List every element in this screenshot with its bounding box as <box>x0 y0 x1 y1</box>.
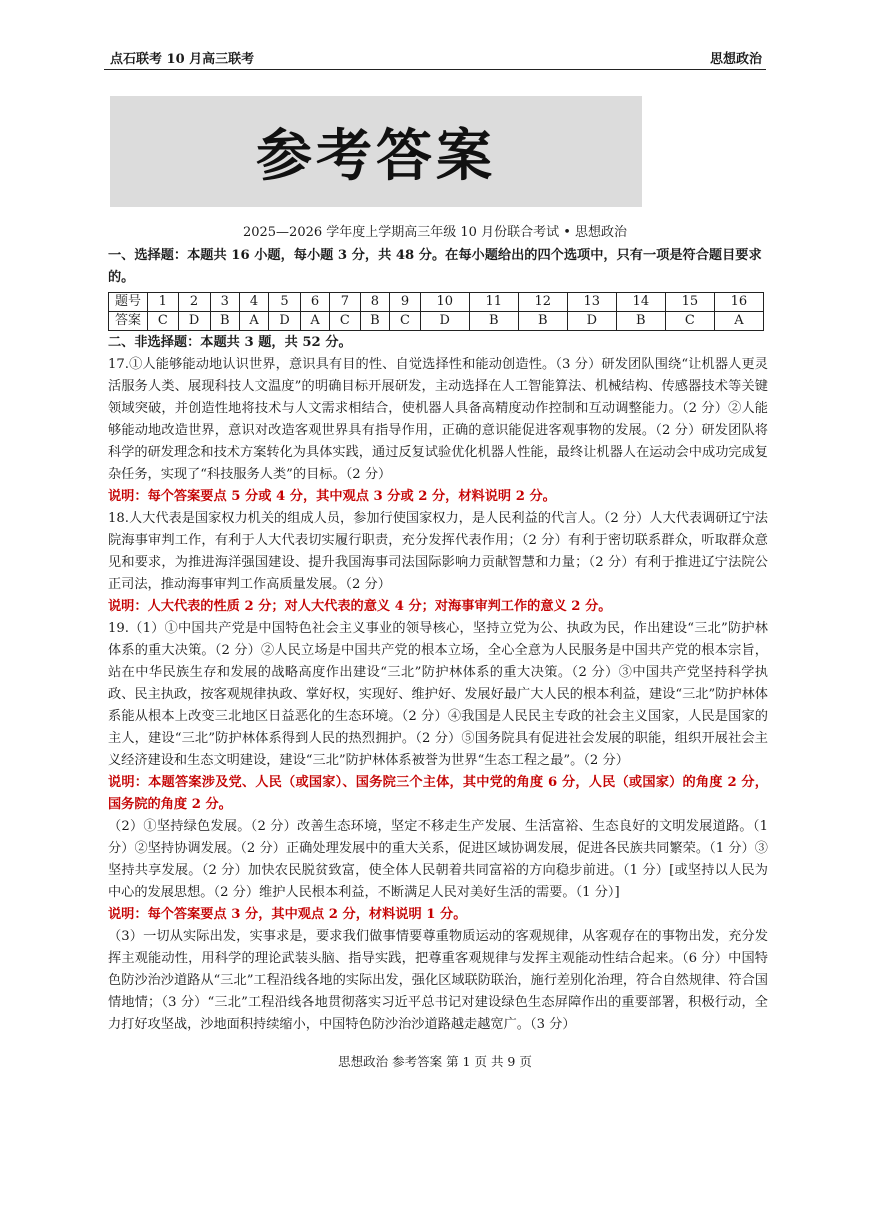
answer-cell: C <box>148 312 179 331</box>
question-number-cell: 2 <box>178 293 210 312</box>
answer-cell: C <box>665 312 714 331</box>
answer-label: 答案 <box>109 312 148 331</box>
question-number-cell: 9 <box>390 293 421 312</box>
header-rule <box>104 69 766 70</box>
exam-subtitle: 2025—2026 学年度上学期高三年级 10 月份联合考试 • 思想政治 <box>242 225 628 240</box>
note-label: 说明： <box>108 775 149 790</box>
question-number-cell: 5 <box>269 293 301 312</box>
answer-cell: C <box>390 312 421 331</box>
answer-cell: B <box>210 312 240 331</box>
answer-cell: C <box>330 312 361 331</box>
question-number-cell: 8 <box>360 293 390 312</box>
q19-3-answer: （3）一切从实际出发，实事求是，要求我们做事情要尊重物质运动的客观规律，从客观存在的事物出发，充分发挥主观能动性，用科学的理论武装头脑、指导实践，把尊重客观规律与发挥主观能动性结合起来。（6 分）中国特色防沙治沙道路从“三北”工程沿线各地的实际出发，强化区域联防联治，施行差别化治理，符合自然规律、符合国情地情；（3 分）“三北”工程沿线各地贯彻落实习近平总书记对建设绿色生态屏障作出的重要部署，积极行动，全力打好攻坚战，沙地面积持续缩小，中国特色防沙治沙道路越走越宽广。（3 分） <box>108 929 768 1032</box>
note-label: 说明： <box>108 599 148 614</box>
question-number-row <box>109 293 764 312</box>
answer-cell: D <box>269 312 301 331</box>
question-number-cell: 13 <box>567 293 616 312</box>
header-left: 点石联考 10 月高三联考 <box>110 52 255 67</box>
question-number-cell: 11 <box>469 293 518 312</box>
header-right: 思想政治 <box>709 52 762 67</box>
banner-title: 参考答案 <box>256 122 496 189</box>
question-number-cell: 12 <box>518 293 567 312</box>
question-number-cell: 6 <box>301 293 330 312</box>
answer-cell: B <box>469 312 518 331</box>
answer-cell: B <box>616 312 665 331</box>
answer-cell: D <box>567 312 616 331</box>
answer-cell: D <box>178 312 210 331</box>
page-footer: 思想政治 参考答案 第 1 页 共 9 页 <box>338 1054 532 1069</box>
question-number-cell: 1 <box>148 293 179 312</box>
note-text: 每个答案要点 5 分或 4 分，其中观点 3 分或 2 分，材料说明 2 分。 <box>147 489 556 504</box>
answer-content <box>108 245 768 1036</box>
q18-note <box>108 596 768 618</box>
q19-2-note <box>108 904 768 926</box>
question-number-cell: 7 <box>330 293 361 312</box>
note-text: 每个答案要点 3 分，其中观点 2 分，材料说明 1 分。 <box>147 907 467 922</box>
answer-cell: A <box>240 312 269 331</box>
note-text: 本题答案涉及党、人民（或国家）、国务院三个主体，其中党的角度 6 分，人民（或国家）的角度 2 分，国务院的角度 2 分。 <box>108 775 768 812</box>
note-text: 人大代表的性质 2 分；对人大代表的意义 4 分；对海事审判工作的意义 2 分。 <box>147 599 612 614</box>
question-number-cell: 3 <box>210 293 240 312</box>
answer-cell: A <box>301 312 330 331</box>
answer-cell: D <box>420 312 469 331</box>
q19-2-answer: （2）①坚持绿色发展。（2 分）改善生态环境，坚定不移走生产发展、生活富裕、生态良好的文明发展道路。（1 分）②坚持协调发展。（2 分）正确处理发展中的重大关系，促进区域协调发展，促进各民族共同繁荣。（1 分）③坚持共享发展。（2 分）加快农民脱贫致富，使全体人民朝着共同富裕的方向稳步前进。（1 分）[或坚持以人民为中心的发展思想。（2 分）维护人民根本利益，不断满足人民对美好生活的需要。（1 分）] <box>108 819 768 900</box>
note-label: 说明： <box>108 907 148 922</box>
question-number-label: 题号 <box>109 293 148 312</box>
question-number-cell: 10 <box>420 293 469 312</box>
question-number-cell: 4 <box>240 293 269 312</box>
question-number-cell: 16 <box>714 293 763 312</box>
title-banner <box>110 96 642 207</box>
answer-cell: B <box>518 312 567 331</box>
q19-1-note <box>108 772 768 816</box>
q18-answer: 18.人大代表是国家权力机关的组成人员，参加行使国家权力，是人民利益的代言人。（2 分）人大代表调研辽宁法院海事审判工作，有利于人大代表切实履行职责，充分发挥代表作用；（2 分）有利于密切联系群众，听取群众意见和要求，为推进海洋强国建设、提升我国海事司法国际影响力贡献智慧和力量；（2 分）有利于推进辽宁法院公正司法，推动海事审判工作高质量发展。（2 分） <box>108 511 768 592</box>
answer-row <box>109 312 764 331</box>
question-number-cell: 15 <box>665 293 714 312</box>
section1-heading: 一、选择题：本题共 16 小题，每小题 3 分，共 48 分。在每小题给出的四个选项中，只有一项是符合题目要求的。 <box>108 248 762 285</box>
q17-note <box>108 486 768 508</box>
question-number-cell: 14 <box>616 293 665 312</box>
answer-table <box>108 292 764 331</box>
answer-cell: B <box>360 312 390 331</box>
section2-heading: 二、非选择题：本题共 3 题，共 52 分。 <box>108 335 352 350</box>
note-label: 说明： <box>108 489 148 504</box>
q19-1-answer: 19.（1）①中国共产党是中国特色社会主义事业的领导核心，坚持立党为公、执政为民，作出建设“三北”防护林体系的重大决策。（2 分）②人民立场是中国共产党的根本立场，全心全意为人民服务是中国共产党的根本宗旨，站在中华民族生存和发展的战略高度作出建设“三北”防护林体系的重大决策。（2 分）③中国共产党坚持科学执政、民主执政，按客观规律执政、掌好权，实现好、维护好、发展好最广大人民的根本利益，建设“三北”防护林体系能从根本上改变三北地区日益恶化的生态环境。（2 分）④我国是人民民主专政的社会主义国家，人民是国家的主人，建设“三北”防护林体系得到人民的热烈拥护。（2 分）⑤国务院具有促进社会发展的职能，组织开展社会主义经济建设和生态文明建设，建设“三北”防护林体系被誉为世界“生态工程之最”。（2 分） <box>108 621 768 768</box>
answer-cell: A <box>714 312 763 331</box>
q17-answer: 17.①人能够能动地认识世界，意识具有目的性、自觉选择性和能动创造性。（3 分）研发团队围绕“让机器人更灵活服务人类、展现科技人文温度”的明确目标开展研发，主动选择在人工智能算法、机械结构、传感器技术等关键领域突破，并创造性地将技术与人文需求相结合，使机器人具备高精度动作控制和互动调整能力。（2 分）②人能够能动地改造世界，意识对改造客观世界具有指导作用，正确的意识能促进客观事物的发展。（2 分）研发团队将科学的研发理念和技术方案转化为具体实践，通过反复试验优化机器人性能，最终让机器人在运动会中成功完成复杂任务，实现了“科技服务人类”的目标。（2 分） <box>108 357 768 482</box>
